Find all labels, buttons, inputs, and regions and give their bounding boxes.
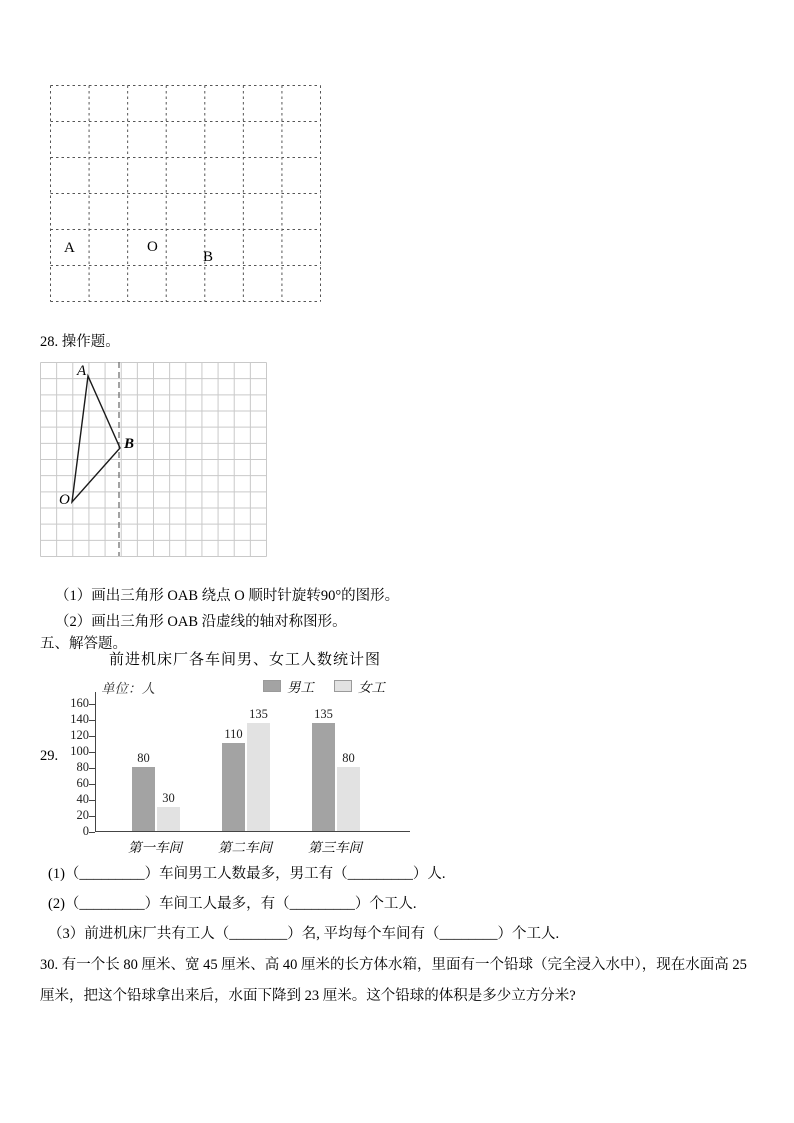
bar-value-label: 30	[162, 791, 175, 805]
question-29-number: 29.	[40, 748, 59, 764]
legend-label-female: 女工	[358, 680, 385, 695]
question-28-item-2: （2）画出三角形 OAB 沿虚线的轴对称图形。	[55, 614, 347, 630]
y-tick-label: 0	[82, 824, 89, 838]
bar-value-label: 80	[137, 751, 150, 765]
y-tick-label: 40	[76, 792, 89, 806]
question-28-title: 28. 操作题。	[40, 334, 120, 350]
chart-title: 前进机床厂各车间男、女工人数统计图	[108, 652, 381, 668]
bar-value-label: 80	[342, 751, 355, 765]
vertex-label-a: A	[77, 363, 87, 379]
bar-男工-第三车间	[312, 723, 335, 831]
bar-chart	[55, 648, 435, 860]
legend-swatch-male	[263, 680, 281, 692]
question-29-item-3: （3）前进机床厂共有工人（________）名, 平均每个车间有（________）个工人.	[48, 926, 560, 942]
bar-男工-第二车间	[222, 743, 245, 831]
y-tick-mark	[89, 784, 95, 785]
y-axis-tick-labels	[55, 692, 89, 838]
bar-女工-第三车间	[337, 767, 360, 831]
dotted-grid	[50, 85, 321, 302]
y-tick-label: 80	[76, 760, 89, 774]
y-tick-mark	[89, 800, 95, 801]
point-label-b: B	[203, 249, 214, 265]
y-tick-label: 140	[70, 712, 89, 726]
y-tick-mark	[89, 736, 95, 737]
bar-value-label: 110	[224, 727, 243, 741]
y-tick-label: 160	[70, 696, 89, 710]
triangle-grid-figure	[40, 362, 267, 557]
y-tick-label: 100	[70, 744, 89, 758]
y-tick-mark	[89, 832, 95, 833]
y-tick-mark	[89, 720, 95, 721]
question-29-item-1: (1)（_________）车间男工人数最多，男工有（_________）人.	[48, 866, 446, 882]
bar-女工-第二车间	[247, 723, 270, 831]
point-label-a: A	[64, 240, 75, 256]
bar-value-label: 135	[314, 707, 333, 721]
y-tick-label: 120	[70, 728, 89, 742]
question-30-text: 30. 有一个长 80 厘米、宽 45 厘米、高 40 厘米的长方体水箱，里面有一个铅球（完全浸入水中），现在水面高 25 厘米，把这个铅球拿出来后，水面下降到 23 厘米。这个铅球的体积是多少立方分米?	[40, 957, 747, 1004]
legend-swatch-female	[334, 680, 352, 692]
chart-plot-area	[95, 692, 410, 832]
x-axis-category-labels	[95, 836, 410, 856]
y-tick-mark	[89, 704, 95, 705]
chart-unit-label: 单位：人	[101, 681, 155, 696]
legend-label-male: 男工	[287, 680, 314, 695]
bar-女工-第一车间	[157, 807, 180, 831]
y-tick-label: 20	[76, 808, 89, 822]
bar-value-label: 135	[249, 707, 268, 721]
vertex-label-o: O	[59, 492, 70, 508]
x-category-label: 第三车间	[308, 840, 362, 855]
y-tick-label: 60	[76, 776, 89, 790]
dotted-grid-figure	[50, 85, 321, 302]
x-category-label: 第二车间	[218, 840, 272, 855]
x-category-label: 第一车间	[128, 840, 182, 855]
y-tick-mark	[89, 768, 95, 769]
triangle-grid	[40, 362, 267, 557]
point-label-o: O	[147, 239, 158, 255]
question-29-item-2: (2)（_________）车间工人最多，有（_________）个工人.	[48, 896, 417, 912]
section-5-title: 五、解答题。	[40, 636, 127, 652]
question-28-item-1: （1）画出三角形 OAB 绕点 O 顺时针旋转90°的图形。	[55, 588, 400, 604]
y-tick-mark	[89, 752, 95, 753]
y-tick-mark	[89, 816, 95, 817]
vertex-label-b: B	[124, 436, 135, 452]
